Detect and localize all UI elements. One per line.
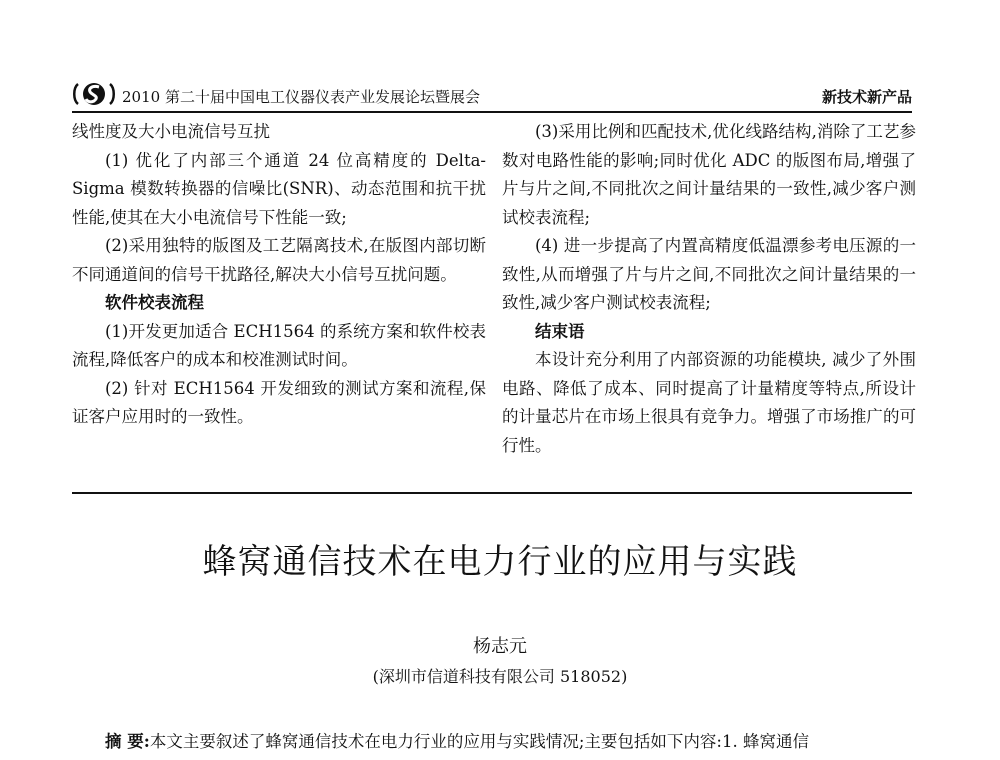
paragraph: (1)开发更加适合 ECH1564 的系统方案和软件校表流程,降低客户的成本和校准测试时间。 bbox=[72, 321, 486, 369]
paragraph: (2)采用独特的版图及工艺隔离技术,在版图内部切断不同通道间的信号干扰路径,解决大小信号互扰问题。 bbox=[72, 236, 486, 284]
abstract-text: 本文主要叙述了蜂窝通信技术在电力行业的应用与实践情况;主要包括如下内容:1. 蜂窝通信 bbox=[149, 732, 809, 751]
section-label: 新技术新产品 bbox=[821, 88, 912, 106]
paragraph: 线性度及大小电流信号互扰 bbox=[72, 122, 270, 141]
article-divider bbox=[72, 492, 912, 494]
article-title: 蜂窝通信技术在电力行业的应用与实践 bbox=[202, 542, 798, 582]
abstract bbox=[72, 728, 922, 756]
left-column bbox=[72, 118, 486, 432]
running-header bbox=[72, 82, 912, 108]
author-name: 杨志元 bbox=[473, 636, 527, 657]
paragraph: 本设计充分利用了内部资源的功能模块, 减少了外围电路、降低了成本、同时提高了计量精度等特点,所设计的计量芯片在市场上很具有竞争力。增强了市场推广的可行性。 bbox=[502, 350, 916, 455]
right-column bbox=[502, 118, 916, 460]
paragraph: (1) 优化了内部三个通道 24 位高精度的 Delta-Sigma 模数转换器的信噪比(SNR)、动态范围和抗干扰性能,使其在大小电流信号下性能一致; bbox=[72, 150, 486, 227]
paragraph: (4) 进一步提高了内置高精度低温漂参考电压源的一致性,从而增强了片与片之间,不同批次之间计量结果的一致性,减少客户测试校表流程; bbox=[502, 236, 916, 312]
paragraph: (3)采用比例和匹配技术,优化线路结构,消除了工艺参数对电路性能的影响;同时优化 ADC 的版图布局,增强了片与片之间,不同批次之间计量结果的一致性,减少客户测试校表流程; bbox=[502, 122, 916, 227]
author-affiliation: (深圳市信道科技有限公司 518052) bbox=[372, 667, 628, 686]
section-heading: 结束语 bbox=[535, 321, 585, 341]
section-heading: 软件校表流程 bbox=[105, 293, 204, 312]
header-rule bbox=[72, 111, 912, 113]
paragraph: (2) 针对 ECH1564 开发细致的测试方案和流程,保证客户应用时的一致性。 bbox=[72, 378, 486, 426]
abstract-label: 摘 要: bbox=[105, 732, 150, 751]
conference-title: 2010 第二十届中国电工仪器仪表产业发展论坛暨展会 bbox=[122, 88, 480, 106]
conference-logo-icon bbox=[72, 82, 116, 106]
